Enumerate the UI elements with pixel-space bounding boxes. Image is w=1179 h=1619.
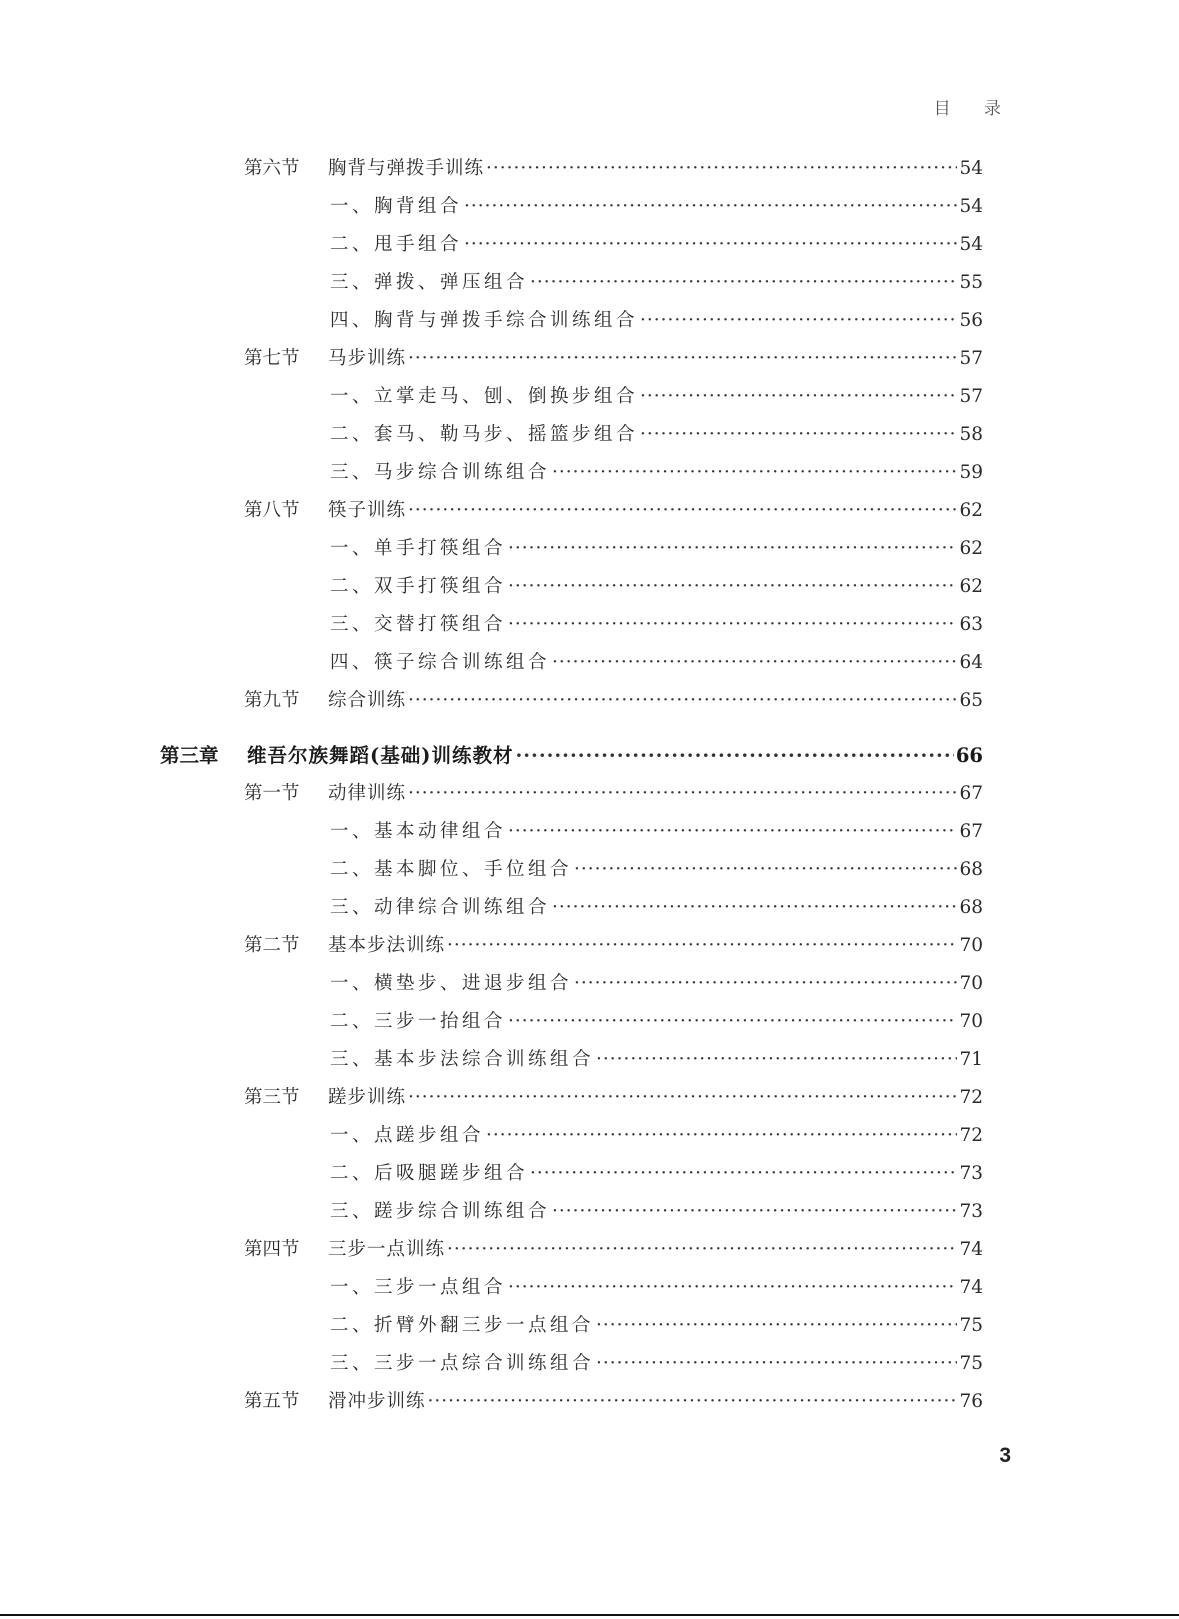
item-title: 一、单手打筷组合 (330, 538, 507, 559)
toc-item-row (330, 1349, 983, 1379)
dot-leader (408, 686, 957, 716)
item-title: 三、三步一点综合训练组合 (330, 1353, 595, 1374)
section-number: 第六节 (244, 158, 300, 179)
dot-leader (408, 1083, 957, 1113)
toc-item-row (330, 1007, 983, 1037)
page-ref: 75 (959, 1315, 983, 1336)
item-title: 三、弹拨、弹压组合 (330, 272, 529, 293)
toc-item-row (330, 1273, 983, 1303)
section-title: 马步训练 (328, 348, 407, 369)
toc-section-row (244, 154, 983, 184)
dot-leader (508, 572, 957, 602)
dot-leader (552, 893, 957, 923)
item-title: 三、交替打筷组合 (330, 614, 507, 635)
toc-item-row (330, 610, 983, 640)
page-ref: 75 (959, 1353, 983, 1374)
page-ref: 67 (959, 821, 983, 842)
dot-leader (574, 855, 957, 885)
section-title: 动律训练 (328, 783, 407, 804)
page-ref: 64 (959, 652, 983, 673)
section-title: 三步一点训练 (328, 1239, 446, 1260)
toc-section-row (244, 931, 983, 961)
dot-leader (552, 1197, 957, 1227)
page-ref: 62 (959, 576, 983, 597)
toc-item-row (330, 1197, 983, 1227)
dot-leader (640, 382, 957, 412)
page-ref: 76 (959, 1391, 983, 1412)
toc-section-row (244, 1387, 983, 1417)
section-title: 滑冲步训练 (328, 1391, 426, 1412)
page-ref: 72 (959, 1087, 983, 1108)
item-title: 四、胸背与弹拨手综合训练组合 (330, 310, 639, 331)
page-ref: 73 (959, 1201, 983, 1222)
toc-item-row (330, 420, 983, 450)
page-ref: 63 (959, 614, 983, 635)
toc-item-row (330, 1311, 983, 1341)
section-number: 第八节 (244, 500, 300, 521)
item-title: 二、套马、勒马步、摇篮步组合 (330, 424, 639, 445)
item-title: 四、筷子综合训练组合 (330, 652, 551, 673)
dot-leader (596, 1045, 957, 1075)
item-title: 三、基本步法综合训练组合 (330, 1049, 595, 1070)
page-ref: 68 (959, 859, 983, 880)
section-number: 第二节 (244, 935, 300, 956)
dot-leader (515, 741, 953, 771)
toc-chapter-row (160, 741, 983, 771)
page-ref: 70 (959, 1011, 983, 1032)
section-number: 第七节 (244, 348, 300, 369)
dot-leader (486, 154, 957, 184)
item-title: 一、胸背组合 (330, 196, 463, 217)
item-title: 二、三步一抬组合 (330, 1011, 507, 1032)
page-ref: 59 (959, 462, 983, 483)
dot-leader (508, 1273, 957, 1303)
item-title: 二、折臂外翻三步一点组合 (330, 1315, 595, 1336)
page-ref: 54 (959, 158, 983, 179)
page-ref: 54 (959, 196, 983, 217)
page-ref: 55 (959, 272, 983, 293)
page-ref: 66 (955, 744, 983, 767)
dot-leader (408, 496, 957, 526)
page-ref: 72 (959, 1125, 983, 1146)
toc-item-row (330, 572, 983, 602)
page-ref: 65 (959, 690, 983, 711)
dot-leader (508, 534, 957, 564)
page-ref: 57 (959, 348, 983, 369)
dot-leader (508, 610, 957, 640)
dot-leader (574, 969, 957, 999)
dot-leader (464, 230, 957, 260)
toc-item-row (330, 817, 983, 847)
section-number: 第四节 (244, 1239, 300, 1260)
item-title: 三、动律综合训练组合 (330, 897, 551, 918)
page-ref: 56 (959, 310, 983, 331)
dot-leader (552, 458, 957, 488)
dot-leader (508, 817, 957, 847)
dot-leader (640, 306, 957, 336)
item-title: 三、蹉步综合训练组合 (330, 1201, 551, 1222)
dot-leader (530, 1159, 957, 1189)
page-ref: 74 (959, 1277, 983, 1298)
item-title: 一、三步一点组合 (330, 1277, 507, 1298)
page-ref: 62 (959, 500, 983, 521)
section-title: 蹉步训练 (328, 1087, 407, 1108)
toc-item-row (330, 382, 983, 412)
dot-leader (508, 1007, 957, 1037)
toc-item-row (330, 1121, 983, 1151)
bottom-rule (0, 1614, 1179, 1616)
page-ref: 58 (959, 424, 983, 445)
dot-leader (447, 1235, 957, 1265)
item-title: 二、基本脚位、手位组合 (330, 859, 573, 880)
chapter-number: 第三章 (160, 744, 219, 767)
toc-item-row (330, 192, 983, 222)
dot-leader (640, 420, 957, 450)
toc-item-row (330, 230, 983, 260)
dot-leader (464, 192, 957, 222)
toc-item-row (330, 893, 983, 923)
dot-leader (408, 779, 957, 809)
item-title: 二、后吸腿蹉步组合 (330, 1163, 529, 1184)
page-ref: 62 (959, 538, 983, 559)
toc-section-row (244, 344, 983, 374)
page-ref: 54 (959, 234, 983, 255)
toc-item-row (330, 648, 983, 678)
toc-section-row (244, 686, 983, 716)
dot-leader (408, 344, 957, 374)
toc-item-row (330, 969, 983, 999)
item-title: 二、双手打筷组合 (330, 576, 507, 597)
page-ref: 57 (959, 386, 983, 407)
toc-section-row (244, 496, 983, 526)
toc-section-row (244, 1083, 983, 1113)
page-ref: 70 (959, 935, 983, 956)
dot-leader (530, 268, 957, 298)
toc-item-row (330, 534, 983, 564)
toc-item-row (330, 458, 983, 488)
item-title: 一、立掌走马、刨、倒换步组合 (330, 386, 639, 407)
dot-leader (596, 1311, 957, 1341)
toc-section-row (244, 1235, 983, 1265)
section-number: 第三节 (244, 1087, 300, 1108)
item-title: 三、马步综合训练组合 (330, 462, 551, 483)
section-title: 基本步法训练 (328, 935, 446, 956)
item-title: 一、横垫步、进退步组合 (330, 973, 573, 994)
page-ref: 67 (959, 783, 983, 804)
toc-item-row (330, 1045, 983, 1075)
toc-item-row (330, 306, 983, 336)
dot-leader (428, 1387, 958, 1417)
section-title: 胸背与弹拨手训练 (328, 158, 485, 179)
section-number: 第五节 (244, 1391, 300, 1412)
page-ref: 71 (959, 1049, 983, 1070)
item-title: 一、基本动律组合 (330, 821, 507, 842)
page-ref: 73 (959, 1163, 983, 1184)
toc-item-row (330, 855, 983, 885)
page-number: 3 (999, 1444, 1011, 1467)
toc-item-row (330, 1159, 983, 1189)
toc-item-row (330, 268, 983, 298)
page-ref: 68 (959, 897, 983, 918)
page-ref: 70 (959, 973, 983, 994)
toc-section-row (244, 779, 983, 809)
item-title: 二、甩手组合 (330, 234, 463, 255)
item-title: 一、点蹉步组合 (330, 1125, 485, 1146)
section-number: 第一节 (244, 783, 300, 804)
section-title: 综合训练 (328, 690, 407, 711)
dot-leader (552, 648, 957, 678)
running-head: 目 录 (933, 99, 1015, 119)
page-ref: 74 (959, 1239, 983, 1260)
section-number: 第九节 (244, 690, 300, 711)
chapter-title: 维吾尔族舞蹈(基础)训练教材 (247, 744, 514, 767)
dot-leader (486, 1121, 957, 1151)
section-title: 筷子训练 (328, 500, 407, 521)
dot-leader (447, 931, 957, 961)
dot-leader (596, 1349, 957, 1379)
